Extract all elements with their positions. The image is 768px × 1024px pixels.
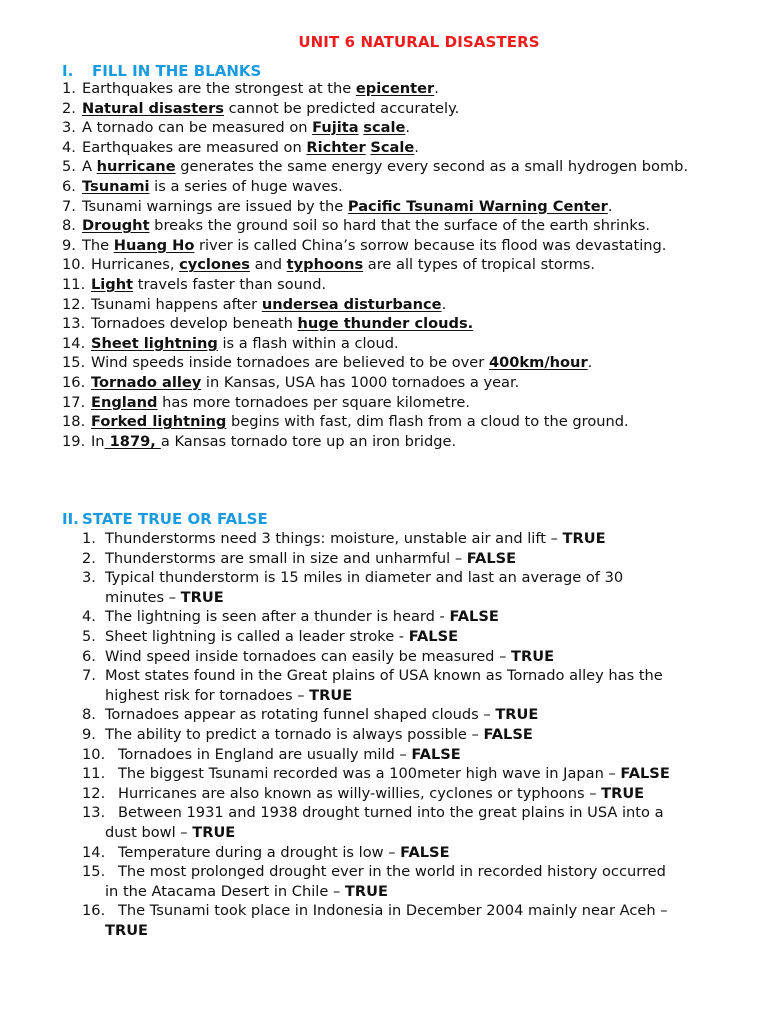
item-text: is a flash within a cloud. bbox=[217, 334, 399, 352]
answer-blank: epicenter bbox=[355, 80, 435, 97]
answer-blank: Scale bbox=[370, 138, 415, 156]
item-text: Tsunami happens after bbox=[91, 295, 262, 313]
item-text: cannot be predicted accurately. bbox=[223, 99, 460, 117]
item-text: begins with fast, dim flash from a cloud to the ground. bbox=[226, 413, 629, 431]
item-number: 19. bbox=[62, 432, 86, 450]
list-item bbox=[62, 138, 712, 158]
item-text: Tsunami warnings are issued by the bbox=[82, 197, 348, 215]
fill-in-blanks-list bbox=[62, 79, 712, 451]
statement-text: The Tsunami took place in Indonesia in December 2004 mainly near Aceh – bbox=[118, 902, 668, 920]
answer-blank: England bbox=[91, 393, 158, 411]
list-item bbox=[82, 549, 682, 569]
list-item bbox=[62, 353, 712, 373]
statement-text: The ability to predict a tornado is always possible – bbox=[105, 725, 484, 743]
item-number: 7. bbox=[82, 667, 96, 685]
item-number: 16. bbox=[62, 373, 86, 391]
list-item bbox=[62, 295, 712, 315]
section-heading-true-or-false bbox=[62, 510, 268, 528]
list-item bbox=[62, 79, 712, 99]
item-number: 11. bbox=[82, 765, 106, 783]
list-item bbox=[62, 393, 712, 413]
item-number: 17. bbox=[62, 393, 86, 411]
answer-label: TRUE bbox=[495, 706, 539, 724]
statement-text: Thunderstorms are small in size and unharmful – bbox=[105, 549, 467, 567]
item-number: 12. bbox=[62, 295, 86, 313]
item-number: 12. bbox=[82, 784, 106, 802]
item-text: . bbox=[587, 354, 593, 372]
answer-blank: Fujita bbox=[312, 119, 359, 137]
answer-blank: Sheet lightning bbox=[91, 334, 218, 352]
item-text: are all types of tropical storms. bbox=[363, 256, 596, 274]
answer-blank: Natural disasters bbox=[82, 99, 224, 117]
item-number: 9. bbox=[62, 236, 76, 254]
statement-text: Between 1931 and 1938 drought turned into the great plains in USA into a dust bowl – bbox=[105, 804, 664, 841]
item-number: 14. bbox=[62, 334, 86, 352]
answer-label: TRUE bbox=[344, 882, 388, 900]
answer-blank: 400km/hour bbox=[488, 354, 588, 372]
list-item bbox=[62, 314, 712, 334]
item-number: 8. bbox=[82, 706, 96, 724]
item-number: 8. bbox=[62, 217, 76, 235]
item-text: breaks the ground soil so hard that the surface of the earth shrinks. bbox=[149, 217, 651, 235]
answer-blank: Tsunami bbox=[82, 177, 150, 195]
item-number: 1. bbox=[62, 80, 76, 97]
answer-blank: cyclones bbox=[179, 256, 250, 274]
list-item bbox=[82, 803, 682, 842]
item-number: 1. bbox=[82, 530, 96, 547]
answer-blank: 1879, bbox=[104, 432, 161, 450]
item-text: . bbox=[405, 119, 410, 137]
list-item bbox=[62, 197, 712, 217]
item-number: 11. bbox=[62, 275, 86, 293]
item-number: 2. bbox=[82, 549, 96, 567]
answer-blank: undersea disturbance bbox=[261, 295, 442, 313]
statement-text: Typical thunderstorm is 15 miles in diameter and last an average of 30 minutes – bbox=[105, 569, 624, 606]
answer-blank: typhoons bbox=[286, 256, 364, 274]
item-number: 5. bbox=[82, 627, 96, 645]
answer-blank: Huang Ho bbox=[113, 236, 195, 254]
answer-label: TRUE bbox=[192, 823, 236, 841]
item-text: A bbox=[82, 158, 97, 176]
item-text: generates the same energy every second as a small hydrogen bomb. bbox=[175, 158, 689, 176]
answer-blank: Pacific Tsunami Warning Center bbox=[347, 197, 608, 215]
list-item bbox=[82, 764, 682, 784]
item-number: 15. bbox=[82, 863, 106, 881]
answer-label: FALSE bbox=[408, 627, 459, 645]
answer-label: TRUE bbox=[309, 686, 353, 704]
item-number: 13. bbox=[82, 804, 106, 822]
item-text: river is called China’s sorrow because its flood was devastating. bbox=[194, 236, 667, 254]
item-number: 4. bbox=[62, 138, 76, 156]
answer-label: TRUE bbox=[511, 647, 555, 665]
answer-blank: Richter bbox=[306, 138, 366, 156]
page-title: UNIT 6 NATURAL DISASTERS bbox=[298, 33, 540, 51]
list-item bbox=[82, 647, 682, 667]
answer-label: TRUE bbox=[180, 588, 224, 606]
section-heading-fill-in-blanks bbox=[62, 62, 261, 80]
list-item bbox=[82, 745, 682, 765]
statement-text: The biggest Tsunami recorded was a 100meter high wave in Japan – bbox=[118, 765, 621, 783]
answer-blank: hurricane bbox=[96, 158, 176, 176]
item-text: in Kansas, USA has 1000 tornadoes a year. bbox=[201, 373, 520, 391]
item-text: Tornadoes develop beneath bbox=[91, 315, 298, 333]
list-item bbox=[62, 177, 712, 197]
list-item bbox=[62, 216, 712, 236]
statement-text: Most states found in the Great plains of USA known as Tornado alley has the highest risk for tornadoes – bbox=[105, 667, 663, 704]
item-number: 13. bbox=[62, 315, 86, 333]
answer-label: TRUE bbox=[105, 921, 149, 939]
item-text: a Kansas tornado tore up an iron bridge. bbox=[160, 432, 457, 450]
answer-label: FALSE bbox=[483, 725, 533, 743]
list-item bbox=[62, 236, 712, 256]
answer-label: FALSE bbox=[411, 745, 461, 763]
list-item bbox=[62, 157, 712, 177]
answer-blank: huge thunder clouds. bbox=[297, 315, 474, 333]
item-number: 6. bbox=[82, 647, 96, 665]
statement-text: Thunderstorms need 3 things: moisture, unstable air and lift – bbox=[105, 530, 563, 547]
answer-blank: Light bbox=[91, 275, 134, 293]
item-text: travels faster than sound. bbox=[133, 275, 327, 293]
item-text: . bbox=[434, 80, 439, 97]
item-number: 10. bbox=[62, 256, 86, 274]
answer-blank: scale bbox=[363, 119, 406, 137]
item-text: has more tornadoes per square kilometre. bbox=[157, 393, 470, 411]
item-text: Wind speeds inside tornadoes are believed to be over bbox=[91, 354, 489, 372]
item-number: 7. bbox=[62, 197, 76, 215]
list-item bbox=[62, 373, 712, 393]
section-number: II. bbox=[62, 510, 79, 528]
list-item bbox=[82, 784, 682, 804]
item-number: 10. bbox=[82, 745, 106, 763]
statement-text: Hurricanes are also known as willy-willies, cyclones or typhoons – bbox=[118, 784, 602, 802]
list-item bbox=[62, 118, 712, 138]
list-item bbox=[62, 334, 712, 354]
list-item bbox=[82, 529, 682, 549]
answer-blank: Forked lightning bbox=[91, 413, 227, 431]
item-text: is a series of huge waves. bbox=[149, 177, 343, 195]
answer-label: FALSE bbox=[400, 843, 450, 861]
list-item bbox=[82, 666, 682, 705]
list-item bbox=[82, 862, 682, 901]
item-text: Earthquakes are the strongest at the bbox=[82, 80, 356, 97]
answer-blank: Drought bbox=[82, 217, 150, 235]
list-item bbox=[82, 607, 682, 627]
section-title: FILL IN THE BLANKS bbox=[92, 62, 262, 80]
item-number: 9. bbox=[82, 725, 96, 743]
item-number: 4. bbox=[82, 608, 96, 626]
item-number: 16. bbox=[82, 902, 106, 920]
list-item bbox=[82, 843, 682, 863]
list-item bbox=[82, 725, 682, 745]
list-item bbox=[62, 432, 712, 452]
item-text: . bbox=[414, 138, 419, 156]
item-number: 6. bbox=[62, 177, 76, 195]
item-number: 3. bbox=[62, 119, 76, 137]
true-or-false-list bbox=[82, 529, 682, 940]
statement-text: Temperature during a drought is low – bbox=[118, 843, 401, 861]
answer-label: TRUE bbox=[562, 530, 606, 547]
statement-text: Tornadoes appear as rotating funnel shaped clouds – bbox=[105, 706, 496, 724]
item-number: 5. bbox=[62, 158, 76, 176]
statement-text: Sheet lightning is called a leader stroke - bbox=[105, 627, 409, 645]
item-number: 18. bbox=[62, 413, 86, 431]
item-number: 14. bbox=[82, 843, 106, 861]
section-number: I. bbox=[62, 62, 74, 80]
item-text: A tornado can be measured on bbox=[82, 119, 313, 137]
answer-label: FALSE bbox=[449, 608, 499, 626]
list-item bbox=[82, 627, 682, 647]
list-item bbox=[62, 255, 712, 275]
item-text: The bbox=[82, 236, 114, 254]
answer-label: TRUE bbox=[601, 784, 645, 802]
statement-text: Wind speed inside tornadoes can easily be measured – bbox=[105, 647, 512, 665]
answer-blank: Tornado alley bbox=[91, 373, 202, 391]
statement-text: The most prolonged drought ever in the world in recorded history occurred in the Atacama Desert in Chile – bbox=[105, 863, 666, 900]
section-title: STATE TRUE OR FALSE bbox=[82, 510, 268, 528]
item-number: 2. bbox=[62, 99, 76, 117]
item-text: In bbox=[91, 432, 105, 450]
item-number: 3. bbox=[82, 569, 96, 587]
list-item bbox=[82, 705, 682, 725]
item-text: . bbox=[441, 295, 447, 313]
item-text: and bbox=[249, 256, 287, 274]
list-item bbox=[62, 99, 712, 119]
item-text: Earthquakes are measured on bbox=[82, 138, 307, 156]
list-item bbox=[82, 901, 682, 940]
item-text: . bbox=[607, 197, 613, 215]
list-item bbox=[82, 568, 682, 607]
item-number: 15. bbox=[62, 354, 86, 372]
item-text: Hurricanes, bbox=[91, 256, 180, 274]
statement-text: Tornadoes in England are usually mild – bbox=[118, 745, 412, 763]
answer-label: FALSE bbox=[466, 549, 517, 567]
list-item bbox=[62, 275, 712, 295]
answer-label: FALSE bbox=[620, 765, 670, 783]
list-item bbox=[62, 412, 712, 432]
statement-text: The lightning is seen after a thunder is heard - bbox=[105, 608, 450, 626]
